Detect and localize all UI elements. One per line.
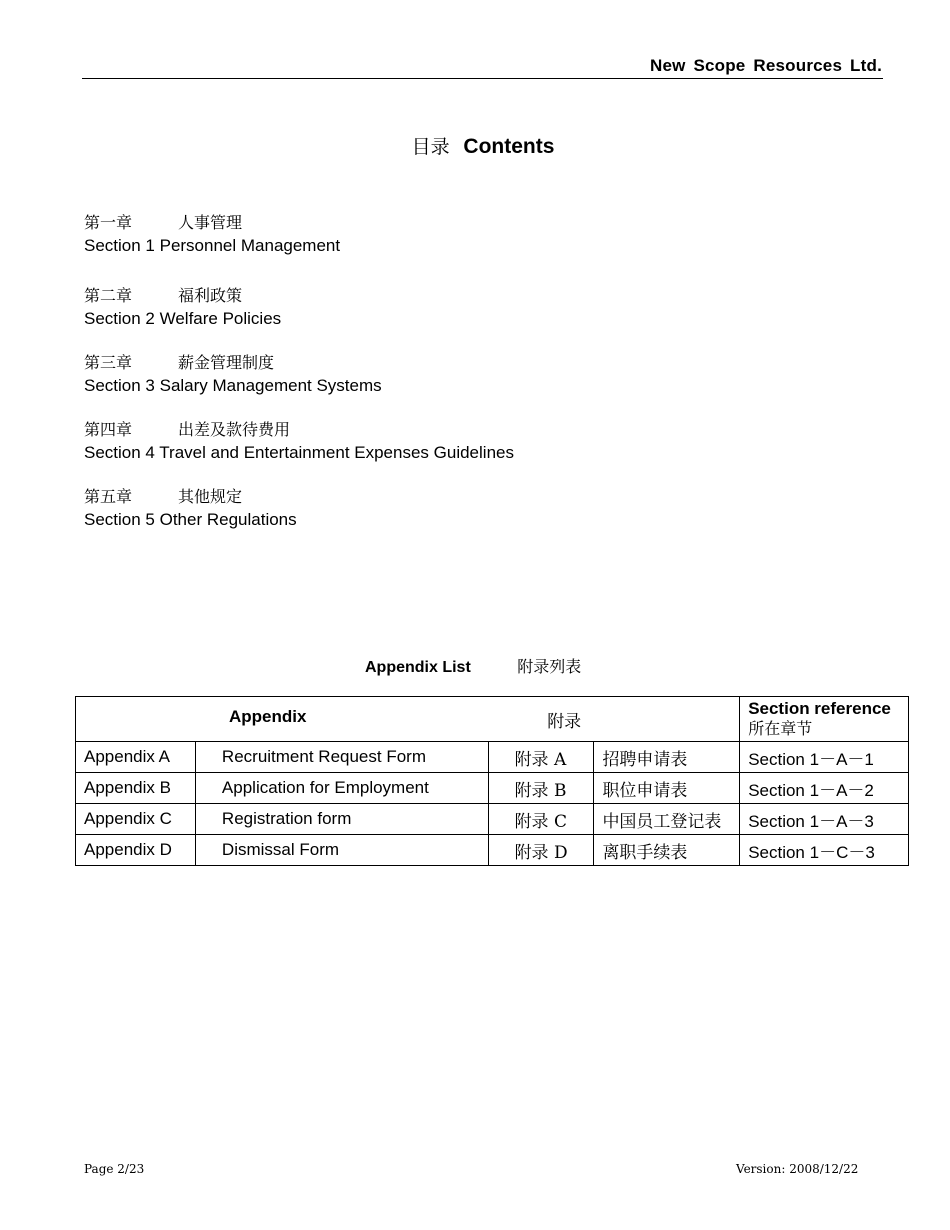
contents-title: [0, 132, 950, 159]
section-number-cn: 第四章: [84, 420, 133, 439]
section-number-cn: 第三章: [84, 353, 133, 372]
section-title-cn: 薪金管理制度: [178, 353, 275, 372]
appendix-name-en: Recruitment Request Form: [195, 742, 488, 773]
appendix-name-cn: 招聘申请表: [594, 742, 740, 773]
appendix-list-title-en: Appendix List: [365, 659, 471, 676]
section-title-cn: 其他规定: [178, 487, 243, 506]
toc-section-5: [84, 485, 297, 531]
appendix-table: [75, 696, 909, 866]
toc-section-3: [84, 351, 382, 397]
appendix-name-cn: 中国员工登记表: [594, 804, 740, 835]
version-label: Version: 2008/12/22: [736, 1162, 859, 1176]
section-title-en: Section 1 Personnel Management: [84, 236, 341, 255]
appendix-section-ref: Section 1－C－3: [740, 835, 909, 866]
section-title-en: Section 3 Salary Management Systems: [84, 376, 382, 395]
section-title-en: Section 4 Travel and Entertainment Expenses Guidelines: [84, 443, 514, 462]
header-section-ref-cell: [740, 697, 909, 742]
section-number-cn: 第一章: [84, 213, 133, 232]
section-title-cn: 人事管理: [178, 213, 243, 232]
section-title-cn: 福利政策: [178, 286, 243, 305]
appendix-name-cn: 职位申请表: [594, 773, 740, 804]
header-appendix-cell: [76, 697, 740, 742]
section-title-cn: 出差及款待费用: [178, 420, 291, 439]
appendix-section-ref: Section 1－A－1: [740, 742, 909, 773]
appendix-id-en: Appendix D: [76, 835, 196, 866]
appendix-id-cn: 附录 C: [488, 804, 594, 835]
appendix-section-ref: Section 1－A－3: [740, 804, 909, 835]
appendix-id-cn: 附录 D: [488, 835, 594, 866]
header-section-ref-cn: 所在章节: [748, 719, 813, 738]
table-row: [76, 773, 909, 804]
appendix-id-cn: 附录 B: [488, 773, 594, 804]
section-title-en: Section 2 Welfare Policies: [84, 309, 282, 328]
toc-section-1: [84, 211, 340, 257]
contents-title-cn: 目录: [411, 136, 450, 158]
appendix-name-en: Dismissal Form: [195, 835, 488, 866]
appendix-list-title-cn: 附录列表: [517, 657, 582, 676]
toc-section-2: [84, 284, 281, 330]
company-name: New Scope Resources Ltd.: [649, 56, 882, 75]
table-row: [76, 835, 909, 866]
appendix-id-en: Appendix B: [76, 773, 196, 804]
appendix-list-title: [365, 654, 581, 677]
table-row: [76, 742, 909, 773]
appendix-id-en: Appendix C: [76, 804, 196, 835]
section-title-en: Section 5 Other Regulations: [84, 510, 297, 529]
appendix-name-en: Application for Employment: [195, 773, 488, 804]
header-section-ref-en: Section reference: [748, 699, 891, 718]
header-appendix-en: Appendix: [229, 706, 307, 726]
appendix-id-cn: 附录 A: [488, 742, 594, 773]
appendix-name-cn: 离职手续表: [594, 835, 740, 866]
page-number: Page 2/23: [84, 1162, 145, 1176]
appendix-section-ref: Section 1－A－2: [740, 773, 909, 804]
appendix-name-en: Registration form: [195, 804, 488, 835]
header-appendix-cn: 附录: [547, 711, 582, 732]
appendix-id-en: Appendix A: [76, 742, 196, 773]
table-header-row: [76, 697, 909, 742]
contents-title-en: Contents: [463, 135, 555, 158]
table-row: [76, 804, 909, 835]
section-number-cn: 第五章: [84, 487, 133, 506]
toc-section-4: [84, 418, 514, 464]
header-divider: [82, 78, 883, 79]
section-number-cn: 第二章: [84, 286, 133, 305]
